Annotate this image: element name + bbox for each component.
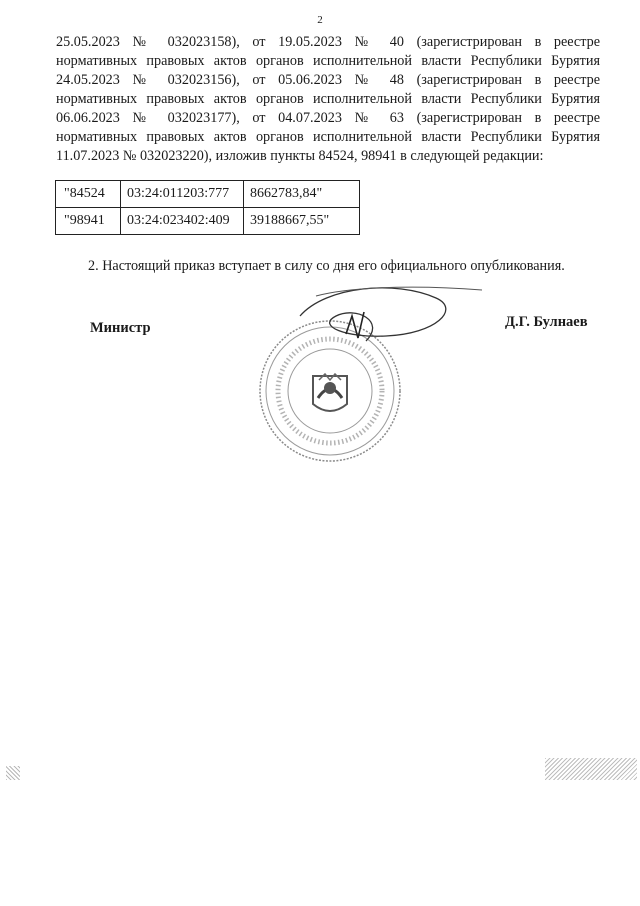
paragraph-line: нормативных правовых актов органов исполнительной власти Республики Бурятия xyxy=(56,91,600,107)
scan-artifact xyxy=(545,758,637,780)
paragraph-line: 24.05.2023 № 032023156), от 05.06.2023 № 48 (зарегистрирован в реестре xyxy=(56,72,600,88)
paragraph-line: 06.06.2023 № 032023177), от 04.07.2023 № 63 (зарегистрирован в реестре xyxy=(56,110,600,126)
signatory-title: Министр xyxy=(90,320,151,336)
scan-artifact xyxy=(6,766,20,780)
signatory-name: Д.Г. Булнаев xyxy=(505,314,588,330)
paragraph-line: нормативных правовых актов органов исполнительной власти Республики Бурятия xyxy=(56,53,600,69)
table-cell-item-number: "98941 xyxy=(56,208,121,235)
table-cell-item-number: "84524 xyxy=(56,181,121,208)
table-cell-cadastral-number: 03:24:011203:777 xyxy=(121,181,244,208)
table-row xyxy=(56,181,360,208)
table-cell-value: 39188667,55" xyxy=(244,208,360,235)
clause-2: 2. Настоящий приказ вступает в силу со дня его официального опубликования. xyxy=(88,258,565,274)
body-paragraph xyxy=(56,33,600,166)
paragraph-line: нормативных правовых актов органов исполнительной власти Республики Бурятия xyxy=(56,129,600,145)
page-number: 2 xyxy=(317,14,323,26)
table-row xyxy=(56,208,360,235)
paragraph-line: 11.07.2023 № 032023220), изложив пункты 84524, 98941 в следующей редакции: xyxy=(56,148,544,164)
amendment-table xyxy=(55,180,360,235)
table-cell-value: 8662783,84" xyxy=(244,181,360,208)
table-cell-cadastral-number: 03:24:023402:409 xyxy=(121,208,244,235)
handwritten-signature-icon xyxy=(286,276,486,366)
paragraph-line: 25.05.2023 № 032023158), от 19.05.2023 № 40 (зарегистрирован в реестре xyxy=(56,34,600,50)
